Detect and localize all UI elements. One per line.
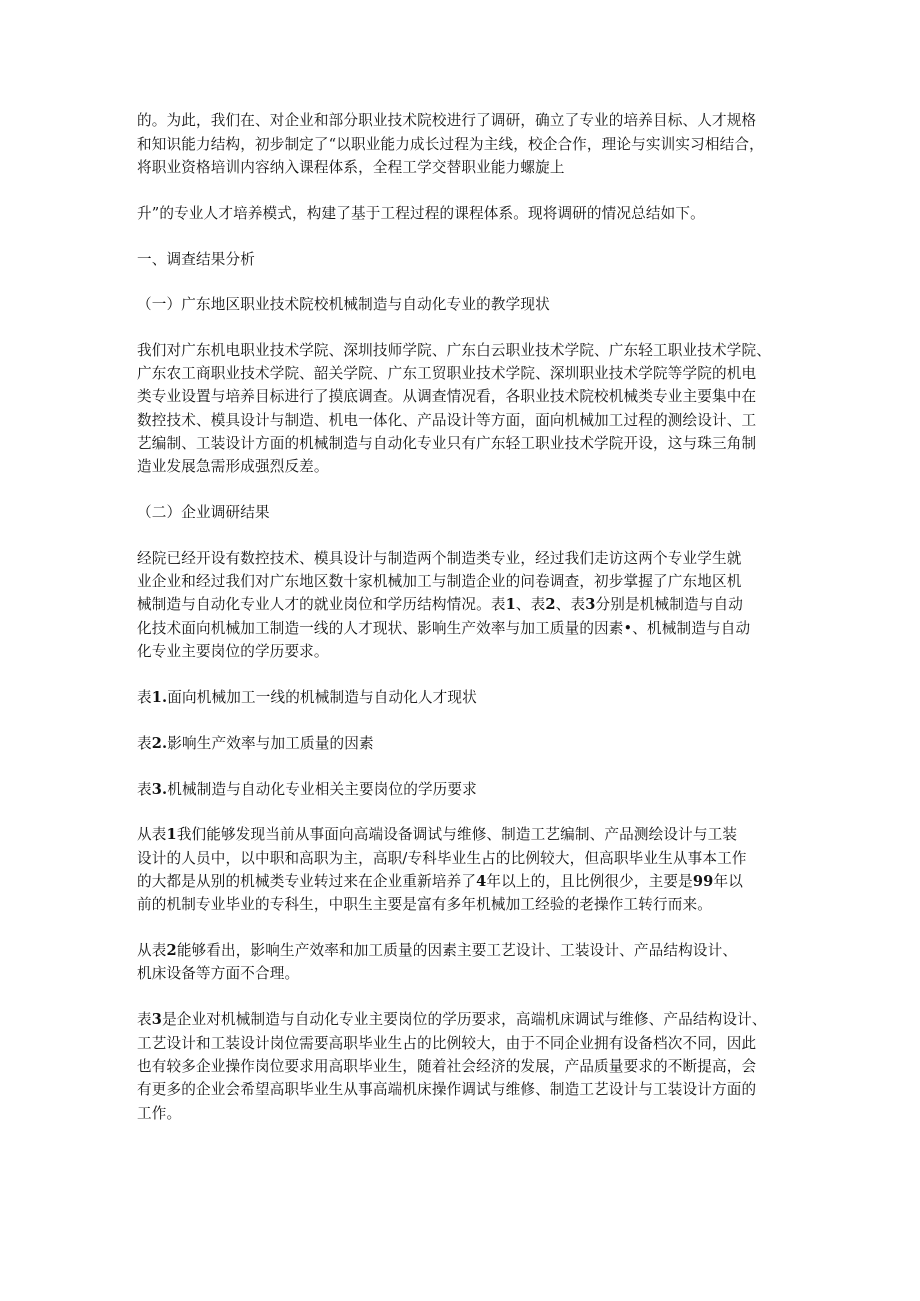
para-t2-line-1 — [137, 941, 737, 961]
para-t1-line-3-b: 年以上的，且比例很少，主要是 — [486, 873, 693, 890]
table-caption-1-num: 1. — [151, 689, 168, 706]
para-t3-line-5: 工作。 — [137, 1105, 182, 1122]
para-t1-table-num: 1 — [166, 826, 177, 843]
sub2-line-3-end: 分别是机械制造与自动 — [595, 596, 743, 613]
para-t1-line-1-a: 从表 — [137, 826, 167, 843]
sub2-line-3-sep-1: 、表 — [515, 596, 546, 613]
para-t3-table-num: 3 — [151, 1011, 163, 1028]
intro-line-4: 升”的专业人才培养模式，构建了基于工程过程的课程体系。现将调研的情况总结如下。 — [137, 205, 705, 222]
para-t1-line-1 — [137, 825, 737, 845]
sub1-line-3: 类专业设置与培养目标进行了摸底调查。从调查情况看，各职业技术院校机械类专业主要集中在 — [137, 388, 757, 405]
para-t3-line-4: 有更多的企业会希望高职毕业生从事高端机床操作调试与维修、制造工艺设计与工装设计方面的 — [137, 1081, 757, 1098]
para-t3-line-3: 也有较多企业操作岗位要求用高职毕业生，随着社会经济的发展，产品质量要求的不断提高，会 — [137, 1058, 757, 1075]
sub1-line-1: 我们对广东机电职业技术学院、深圳技师学院、广东白云职业技术学院、广东轻工职业技术学院、 — [137, 342, 771, 359]
para-t3-line-1 — [137, 1010, 767, 1030]
para-t2-line-2: 机床设备等方面不合理。 — [137, 965, 300, 982]
para-t1-line-4: 前的机制专业毕业的专科生，中职生主要是富有多年机械加工经验的老操作工转行而来。 — [137, 896, 713, 913]
sub2-line-3 — [137, 595, 743, 615]
para-t3-line-1-b: 是企业对机械制造与自动化专业主要岗位的学历要求，高端机床调试与维修、产品结构设计、 — [162, 1011, 767, 1028]
sub2-line-2: 业企业和经过我们对广东地区数十家机械加工与制造企业的问卷调查，初步掌握了广东地区机 — [137, 573, 742, 590]
sub1-line-4: 数控技术、模具设计与制造、机电一体化、产品设计等方面，面向机械加工过程的测绘设计、工 — [137, 412, 757, 429]
table-caption-2-prefix: 表 — [137, 735, 152, 752]
table-caption-2-title: 影响生产效率与加工质量的因素 — [167, 735, 374, 752]
table-caption-3-prefix: 表 — [137, 781, 152, 798]
sub1-line-6: 造业发展急需形成强烈反差。 — [137, 458, 329, 475]
subsection-2-heading: （二）企业调研结果 — [137, 504, 270, 521]
table-caption-2 — [137, 734, 374, 754]
sub2-line-5: 化专业主要岗位的学历要求。 — [137, 643, 329, 660]
table-caption-3-num: 3. — [151, 781, 168, 798]
para-t1-line-3-c: 年以 — [713, 873, 743, 890]
table-ref-1: 1 — [505, 596, 516, 613]
sub2-line-3-sep-2: 、表 — [555, 596, 586, 613]
para-t1-line-2: 设计的人员中，以中职和高职为主，高职/专科毕业生占的比例较大，但高职毕业生从事本工作 — [137, 850, 747, 867]
table-caption-1-prefix: 表 — [137, 689, 152, 706]
table-caption-1 — [137, 688, 477, 708]
sub2-line-4: 化技术面向机械加工制造一线的人才现状、影响生产效率与加工质量的因素•、机械制造与自动 — [137, 620, 751, 637]
para-t3-line-2: 工艺设计和工装设计岗位需要高职毕业生占的比例较大，由于不同企业拥有设备档次不同，因此 — [137, 1035, 757, 1052]
table-ref-3: 3 — [585, 596, 596, 613]
intro-line-3: 将职业资格培训内容纳入课程体系，全程工学交替职业能力螺旋上 — [137, 159, 565, 176]
table-caption-3-title: 机械制造与自动化专业相关主要岗位的学历要求 — [167, 781, 477, 798]
para-t1-years: 4 — [476, 873, 487, 890]
sub2-line-3-text: 械制造与自动化专业人才的就业岗位和学历结构情况。表 — [137, 596, 506, 613]
sub2-line-1: 经院已经开设有数控技术、模具设计与制造两个制造类专业，经过我们走访这两个专业学生就 — [137, 550, 742, 567]
section-heading: 一、调查结果分析 — [137, 251, 255, 268]
sub1-line-5: 艺编制、工装设计方面的机械制造与自动化专业只有广东轻工职业技术学院开设，这与珠三角制 — [137, 435, 757, 452]
intro-line-1: 的。为此，我们在、对企业和部分职业技术院校进行了调研，确立了专业的培养目标、人才规格 — [137, 112, 757, 129]
table-caption-2-num: 2. — [151, 735, 168, 752]
para-t3-line-1-a: 表 — [137, 1011, 152, 1028]
subsection-1-heading: （一）广东地区职业技术院校机械制造与自动化专业的教学现状 — [137, 296, 550, 313]
para-t2-line-1-a: 从表 — [137, 942, 167, 959]
table-ref-2: 2 — [545, 596, 556, 613]
sub1-line-2: 广东农工商职业技术学院、韶关学院、广东工贸职业技术学院、深圳职业技术学院等学院的机电 — [137, 365, 757, 382]
para-t2-line-1-b: 能够看出，影响生产效率和加工质量的因素主要工艺设计、工装设计、产品结构设计、 — [176, 942, 738, 959]
para-t1-line-3 — [137, 872, 743, 892]
table-caption-1-title: 面向机械加工一线的机械制造与自动化人才现状 — [167, 689, 477, 706]
para-t1-year-99: 99 — [692, 873, 714, 890]
intro-line-2: 和知识能力结构，初步制定了“以职业能力成长过程为主线，校企合作，理论与实训实习相结合， — [137, 136, 764, 153]
para-t2-table-num: 2 — [166, 942, 177, 959]
table-caption-3 — [137, 780, 477, 800]
para-t1-line-1-b: 我们能够发现当前从事面向高端设备调试与维修、制造工艺编制、产品测绘设计与工装 — [176, 826, 738, 843]
para-t1-line-3-a: 的大都是从别的机械类专业转过来在企业重新培养了 — [137, 873, 477, 890]
